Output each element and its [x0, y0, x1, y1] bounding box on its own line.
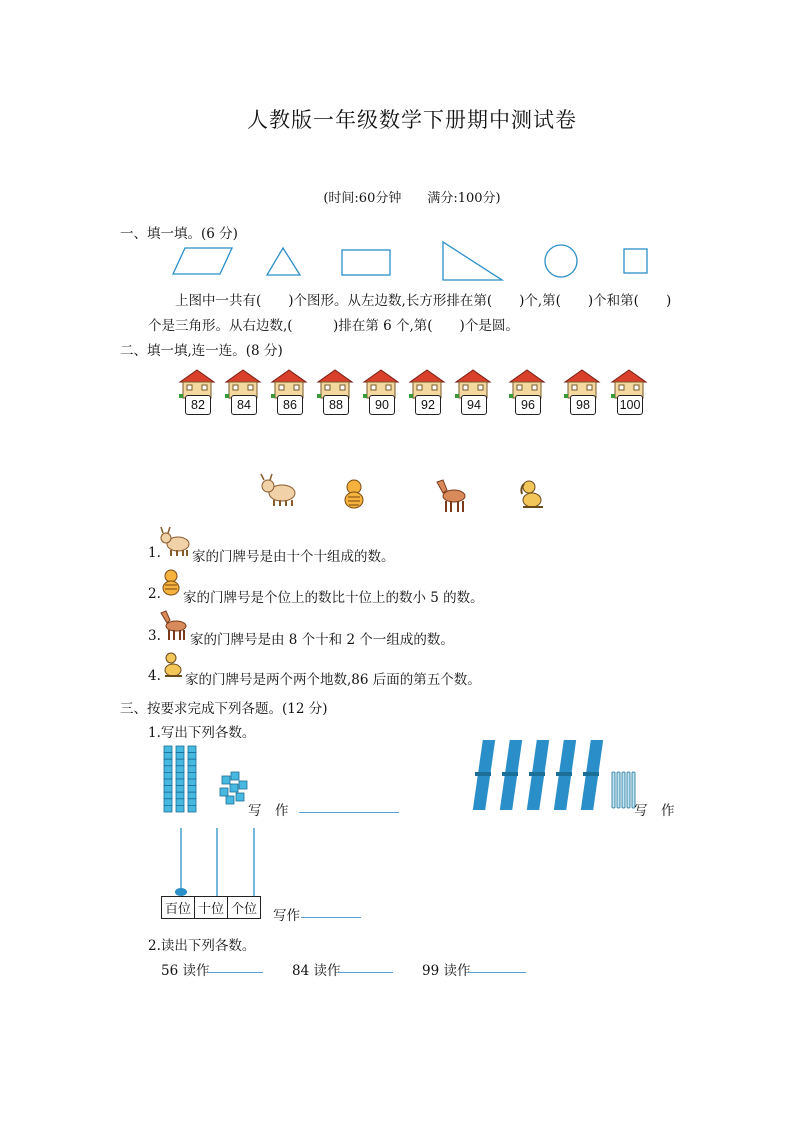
read-84-answer[interactable] [338, 972, 393, 973]
base-ten-blocks-icon [162, 744, 252, 814]
write-label-1: 写 作 [248, 803, 289, 819]
house-96 [508, 368, 546, 420]
house-number: 96 [515, 395, 541, 415]
horse-icon [432, 478, 472, 514]
q2-number: 2. [148, 586, 161, 602]
q3-number: 3. [148, 628, 161, 644]
house-number: 90 [369, 395, 395, 415]
rectangle-shape [342, 250, 390, 275]
section-2-heading: 二、填一填,连一连。(8 分) [120, 343, 283, 359]
triangle-shape [267, 248, 300, 275]
stick-bundles-icon [472, 738, 638, 814]
house-90 [362, 368, 400, 420]
read-99-answer[interactable] [468, 972, 526, 973]
square-shape [624, 249, 647, 273]
page-title: 人教版一年级数学下册期中测试卷 [247, 108, 577, 132]
write-label-3: 写作 [273, 908, 300, 924]
exam-info: (时间:60分钟 满分:100分) [323, 191, 501, 206]
right-triangle-shape [443, 242, 502, 280]
section-3-sub-2: 2.读出下列各数。 [148, 938, 256, 954]
dog-icon [515, 478, 547, 510]
read-56-label: 56 读作 [161, 963, 210, 979]
write-label-2: 写 作 [634, 803, 675, 819]
house-84 [224, 368, 262, 420]
hundreds-place-label: 百位 [162, 897, 195, 918]
house-number: 86 [277, 395, 303, 415]
goat-icon [158, 526, 192, 558]
tiger-icon [159, 568, 183, 596]
house-94 [454, 368, 492, 420]
q3-text: 家的门牌号是由 8 个十和 2 个一组成的数。 [190, 632, 454, 648]
section-1-line-1: 上图中一共有( )个图形。从左边数,长方形排在第( )个,第( )个和第( ) [175, 293, 672, 309]
house-88 [316, 368, 354, 420]
write-answer-1[interactable] [299, 812, 399, 813]
section-3-sub-1: 1.写出下列各数。 [148, 725, 256, 741]
read-99-label: 99 读作 [422, 963, 471, 979]
section-1-heading: 一、填一填。(6 分) [120, 226, 238, 242]
read-84-label: 84 读作 [292, 963, 341, 979]
house-100 [610, 368, 648, 420]
house-82 [178, 368, 216, 420]
shapes-row [165, 240, 685, 285]
circle-shape [545, 245, 577, 277]
q4-number: 4. [148, 668, 161, 684]
q1-text: 家的门牌号是由十个十组成的数。 [192, 549, 395, 565]
house-number: 98 [570, 395, 596, 415]
tens-place-label: 十位 [195, 897, 228, 918]
q2-text: 家的门牌号是个位上的数比十位上的数小 5 的数。 [183, 590, 484, 606]
read-56-answer[interactable] [208, 972, 263, 973]
goat-icon [258, 472, 300, 508]
dog-icon [158, 650, 186, 680]
section-3-heading: 三、按要求完成下列各题。(12 分) [120, 701, 328, 717]
house-98 [563, 368, 601, 420]
section-1-line-2: 个是三角形。从右边数,( )排在第 6 个,第( )个是圆。 [148, 318, 519, 334]
place-value-labels [161, 896, 261, 919]
horse-icon [157, 610, 191, 642]
house-number: 84 [231, 395, 257, 415]
q4-text: 家的门牌号是两个两个地数,86 后面的第五个数。 [185, 672, 481, 688]
write-answer-3[interactable] [301, 917, 361, 918]
house-86 [270, 368, 308, 420]
q1-number: 1. [148, 545, 161, 561]
parallelogram-shape [173, 248, 232, 274]
abacus-icon [160, 826, 280, 898]
house-number: 100 [617, 395, 643, 415]
house-number: 92 [415, 395, 441, 415]
house-number: 82 [185, 395, 211, 415]
house-number: 88 [323, 395, 349, 415]
house-92 [408, 368, 446, 420]
ones-place-label: 个位 [231, 902, 258, 917]
tiger-icon [340, 478, 368, 510]
house-number: 94 [461, 395, 487, 415]
